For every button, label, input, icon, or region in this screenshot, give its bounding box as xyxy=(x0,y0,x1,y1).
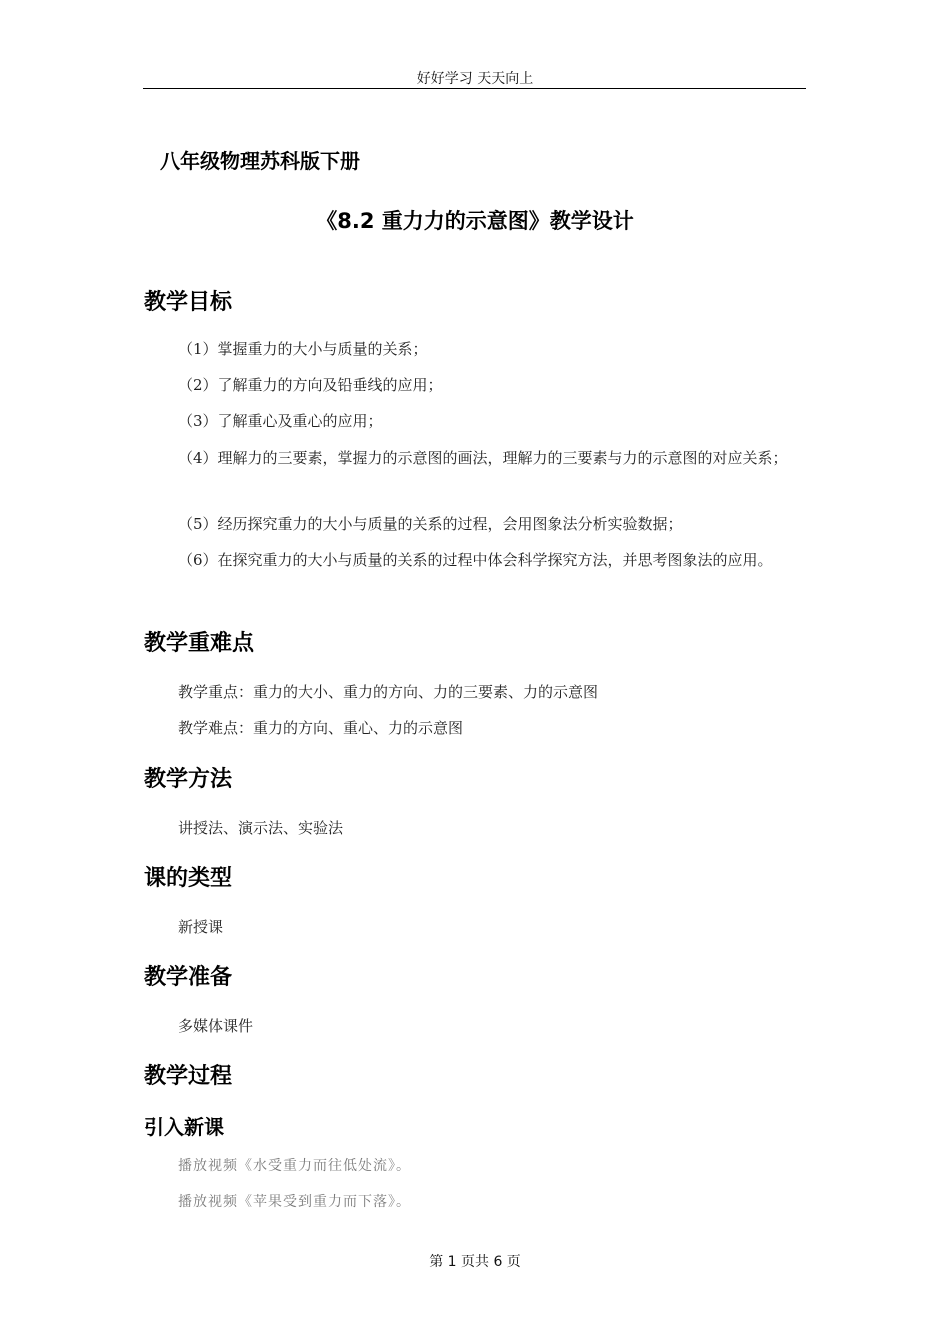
heading-objectives: 教学目标 xyxy=(144,290,233,315)
objective-item-5: （5）经历探究重力的大小与质量的关系的过程，会用图象法分析实验数据； xyxy=(178,515,683,533)
heading-lesson-type: 课的类型 xyxy=(144,866,233,891)
objective-item-1: （1）掌握重力的大小与质量的关系； xyxy=(178,340,428,358)
methods-text: 讲授法、演示法、实验法 xyxy=(178,819,344,837)
heading-process: 教学过程 xyxy=(144,1064,233,1089)
preparation-text: 多媒体课件 xyxy=(178,1017,254,1035)
header-divider xyxy=(143,88,806,89)
difficult-point-text: 教学难点：重力的方向、重心、力的示意图 xyxy=(178,719,464,737)
page-header: 好好学习 天天向上 xyxy=(416,71,534,87)
intro-line-1: 播放视频《水受重力而往低处流》。 xyxy=(178,1158,411,1174)
key-point-text: 教学重点：重力的大小、重力的方向、力的三要素、力的示意图 xyxy=(178,683,599,701)
heading-preparation: 教学准备 xyxy=(144,965,233,990)
heading-intro: 引入新课 xyxy=(144,1115,224,1139)
document-title: 《8.2 重力力的示意图》教学设计 xyxy=(316,209,634,233)
intro-line-2: 播放视频《苹果受到重力而下落》。 xyxy=(178,1194,411,1210)
heading-methods: 教学方法 xyxy=(144,767,233,792)
heading-key-points: 教学重难点 xyxy=(144,631,255,656)
page-footer: 第 1 页共 6 页 xyxy=(429,1254,521,1270)
objective-item-4: （4）理解力的三要素，掌握力的示意图的画法，理解力的三要素与力的示意图的对应关系； xyxy=(178,449,788,467)
lesson-type-text: 新授课 xyxy=(178,918,224,936)
objective-item-3: （3）了解重心及重心的应用； xyxy=(178,412,383,430)
document-subtitle: 八年级物理苏科版下册 xyxy=(160,149,360,173)
objective-item-2: （2）了解重力的方向及铅垂线的应用； xyxy=(178,376,443,394)
objective-item-6: （6）在探究重力的大小与质量的关系的过程中体会科学探究方法，并思考图象法的应用。 xyxy=(178,551,773,569)
